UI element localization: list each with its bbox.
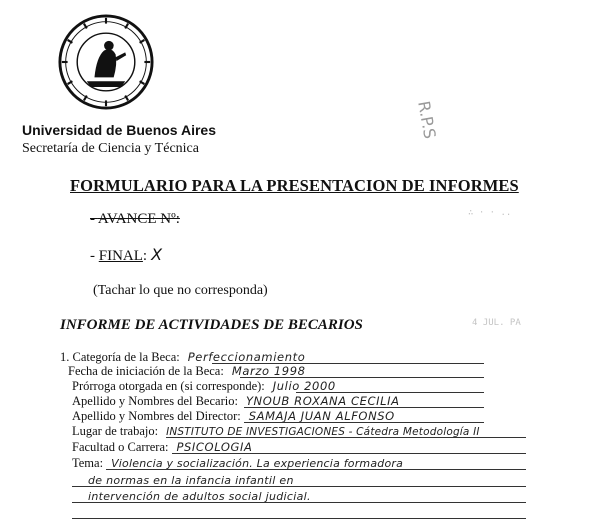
tema-underline-1 (106, 469, 526, 470)
final-colon: : (142, 248, 148, 264)
tema-underline-2 (72, 486, 526, 487)
facultad-label: Facultad o Carrera: (72, 440, 169, 454)
final-label: FINAL (98, 248, 143, 264)
tema-value-line2: de normas en la infancia infantil en (88, 474, 294, 487)
tema-underline-4 (72, 518, 526, 519)
lugar-label: Lugar de trabajo: (72, 424, 159, 438)
director-underline (244, 422, 484, 423)
university-seal (58, 14, 154, 110)
director-label: Apellido y Nombres del Director: (72, 409, 241, 423)
form-title: FORMULARIO PARA LA PRESENTACION DE INFORMES (70, 176, 519, 195)
tema-label: Tema: (72, 456, 104, 470)
facultad-underline (172, 453, 526, 454)
final-check-mark: X (151, 245, 163, 264)
facultad-value: PSICOLOGIA (176, 440, 253, 454)
secretariat-name: Secretaría de Ciencia y Técnica (22, 141, 199, 156)
final-option: - FINAL: X (90, 245, 163, 264)
lugar-underline (166, 437, 526, 438)
becario-label: Apellido y Nombres del Becario: (72, 394, 238, 408)
prorroga-value: Julio 2000 (272, 379, 336, 393)
tema-underline-3 (72, 502, 526, 503)
faint-stamp-top: ∴ · · .. (468, 208, 512, 218)
avance-option: - AVANCE Nº: (90, 211, 180, 227)
reception-stamp: R.P.S (414, 99, 440, 141)
faint-stamp-date: 4 JUL. PA (472, 318, 521, 328)
director-value: SAMAJA JUAN ALFONSO (248, 409, 395, 423)
section-title: INFORME DE ACTIVIDADES DE BECARIOS (60, 317, 363, 333)
avance-label: AVANCE Nº: (97, 211, 180, 227)
lugar-value: INSTITUTO DE INVESTIGACIONES - Cátedra Metodología II (166, 426, 480, 438)
categoria-label: 1. Categoría de la Beca: (60, 350, 180, 364)
fecha-underline (240, 377, 484, 378)
becario-value: YNOUB ROXANA CECILIA (245, 394, 400, 408)
prorroga-underline (296, 392, 484, 393)
becario-underline (244, 407, 484, 408)
tema-value-line3: intervención de adultos social judicial. (88, 490, 311, 503)
university-name: Universidad de Buenos Aires (22, 122, 216, 138)
fecha-label: Fecha de iniciación de la Beca: (68, 364, 224, 378)
categoria-value: Perfeccionamiento (187, 350, 306, 364)
prorroga-label: Prórroga otorgada en (si corresponde): (72, 379, 265, 393)
fecha-value: Marzo 1998 (231, 364, 306, 378)
instruction-text: (Tachar lo que no corresponda) (93, 283, 268, 298)
tema-value-line1: Violencia y socialización. La experiencia formadora (111, 457, 404, 470)
